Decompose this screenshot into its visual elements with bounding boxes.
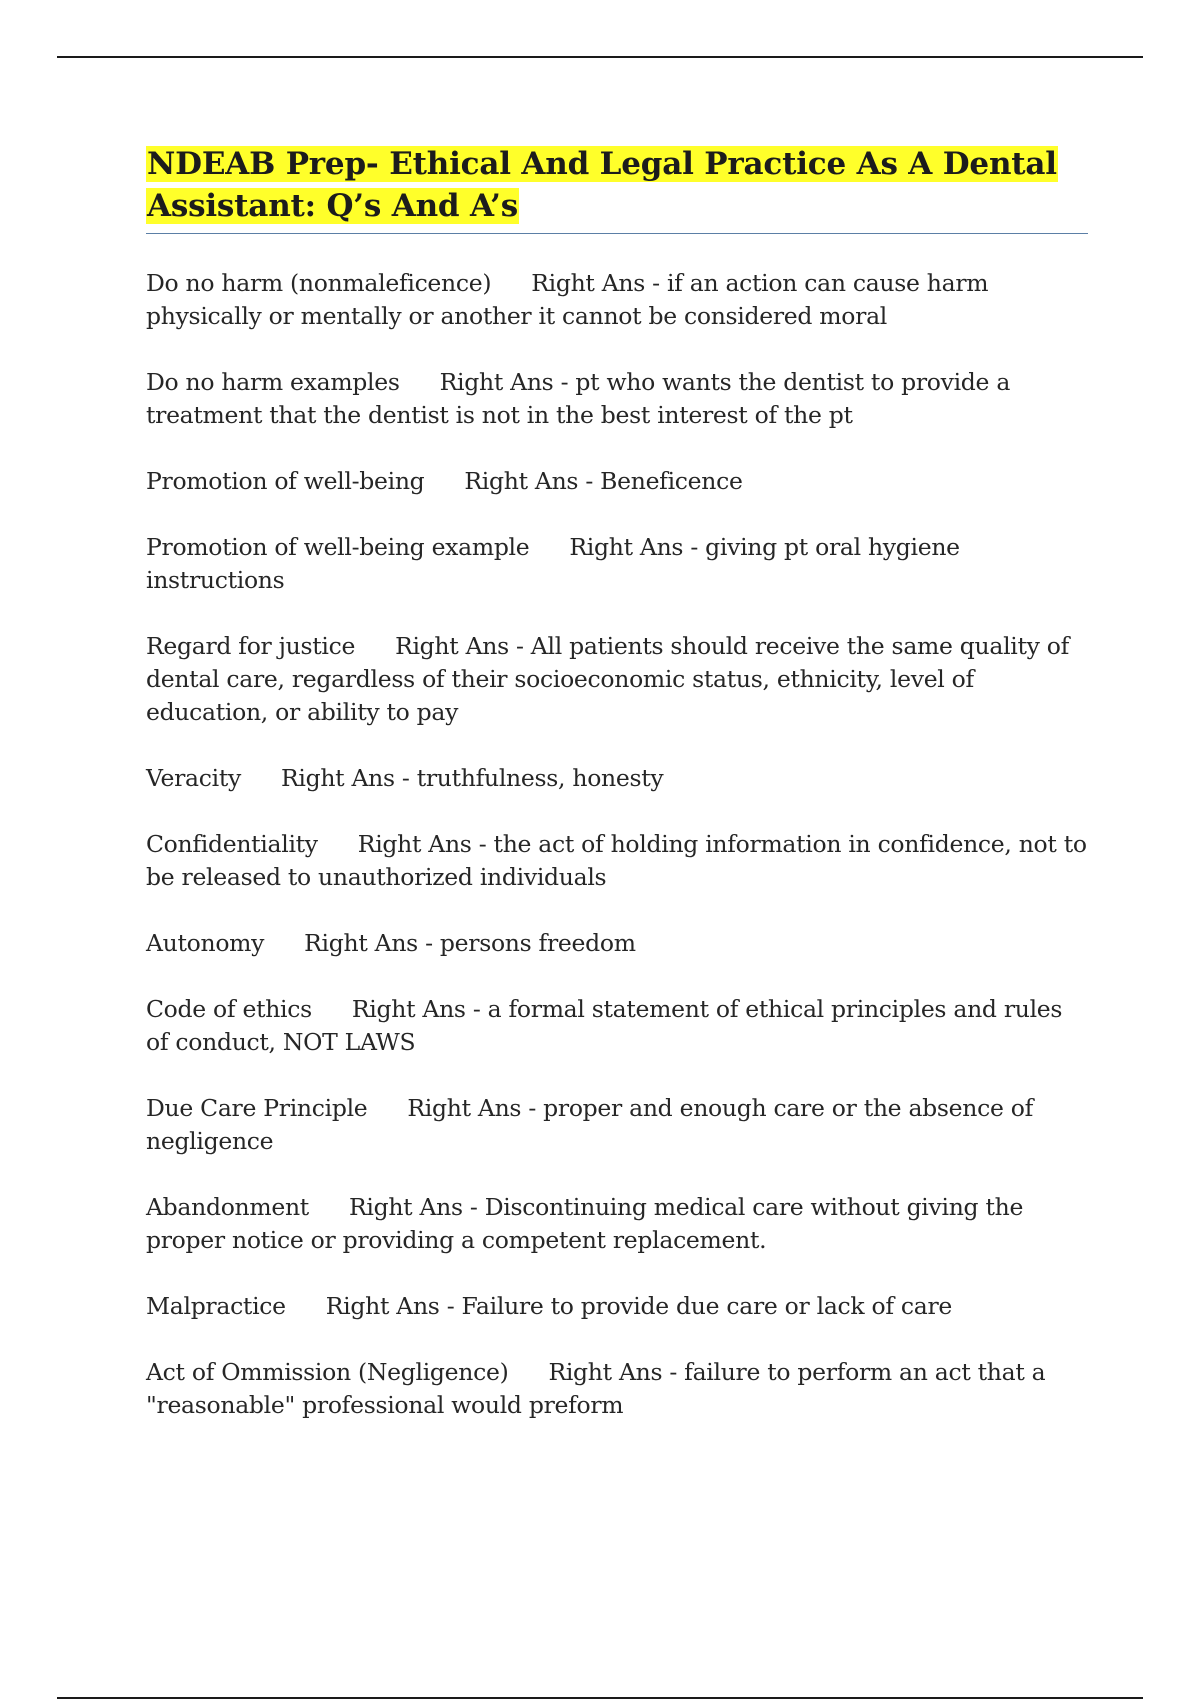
qa-item bbox=[146, 1356, 1090, 1422]
qa-answer: Right Ans - All patients should receive the same quality of dental care, regardless of their socioeconomic status, ethnicity, level of education, or ability to pay bbox=[146, 632, 1070, 726]
qa-term: Autonomy bbox=[146, 929, 265, 957]
qa-answer: Right Ans - pt who wants the dentist to provide a treatment that the dentist is not in the best interest of the pt bbox=[146, 368, 1011, 429]
qa-answer: Right Ans - proper and enough care or the absence of negligence bbox=[146, 1094, 1033, 1155]
qa-item bbox=[146, 1092, 1090, 1158]
qa-item bbox=[146, 993, 1090, 1059]
qa-term: Abandonment bbox=[146, 1193, 309, 1221]
qa-item bbox=[146, 828, 1090, 894]
document-title bbox=[146, 143, 1090, 227]
qa-item bbox=[146, 465, 1090, 498]
page-bottom-rule bbox=[57, 1697, 1143, 1699]
qa-term: Act of Ommission (Negligence) bbox=[146, 1358, 509, 1386]
qa-answer: Right Ans - giving pt oral hygiene instructions bbox=[146, 533, 960, 594]
qa-item bbox=[146, 531, 1090, 597]
qa-term: Regard for justice bbox=[146, 632, 356, 660]
qa-item bbox=[146, 927, 1090, 960]
qa-item bbox=[146, 630, 1090, 729]
qa-answer: Right Ans - failure to perform an act that a "reasonable" professional would preform bbox=[146, 1358, 1046, 1419]
qa-term: Malpractice bbox=[146, 1292, 286, 1320]
qa-answer: Right Ans - persons freedom bbox=[304, 929, 636, 957]
qa-answer: Right Ans - Failure to provide due care or lack of care bbox=[325, 1292, 953, 1320]
qa-answer: Right Ans - if an action can cause harm physically or mentally or another it cannot be considered moral bbox=[146, 269, 989, 330]
qa-term: Due Care Principle bbox=[146, 1094, 368, 1122]
qa-term: Promotion of well-being example bbox=[146, 533, 530, 561]
qa-answer: Right Ans - a formal statement of ethical principles and rules of conduct, NOT LAWS bbox=[146, 995, 1063, 1056]
title-underline bbox=[146, 233, 1088, 234]
qa-term: Code of ethics bbox=[146, 995, 312, 1023]
qa-answer: Right Ans - Discontinuing medical care without giving the proper notice or providing a competent replacement. bbox=[146, 1193, 1024, 1254]
qa-item bbox=[146, 762, 1090, 795]
qa-item bbox=[146, 1290, 1090, 1323]
document-title-text: NDEAB Prep- Ethical And Legal Practice As A Dental Assistant: Q’s And A’s bbox=[147, 146, 1057, 224]
qa-answer: Right Ans - truthfulness, honesty bbox=[280, 764, 664, 792]
page-top-rule bbox=[57, 56, 1143, 58]
qa-term: Promotion of well-being bbox=[146, 467, 425, 495]
document-body bbox=[146, 143, 1090, 1455]
qa-list bbox=[146, 267, 1090, 1422]
qa-item bbox=[146, 267, 1090, 333]
qa-term: Confidentiality bbox=[146, 830, 318, 858]
qa-term: Do no harm (nonmaleficence) bbox=[146, 269, 492, 297]
qa-term: Veracity bbox=[146, 764, 241, 792]
qa-item bbox=[146, 1191, 1090, 1257]
qa-answer: Right Ans - Beneficence bbox=[464, 467, 743, 495]
qa-answer: Right Ans - the act of holding information in confidence, not to be released to unauthorized individuals bbox=[146, 830, 1087, 891]
qa-item bbox=[146, 366, 1090, 432]
qa-term: Do no harm examples bbox=[146, 368, 400, 396]
